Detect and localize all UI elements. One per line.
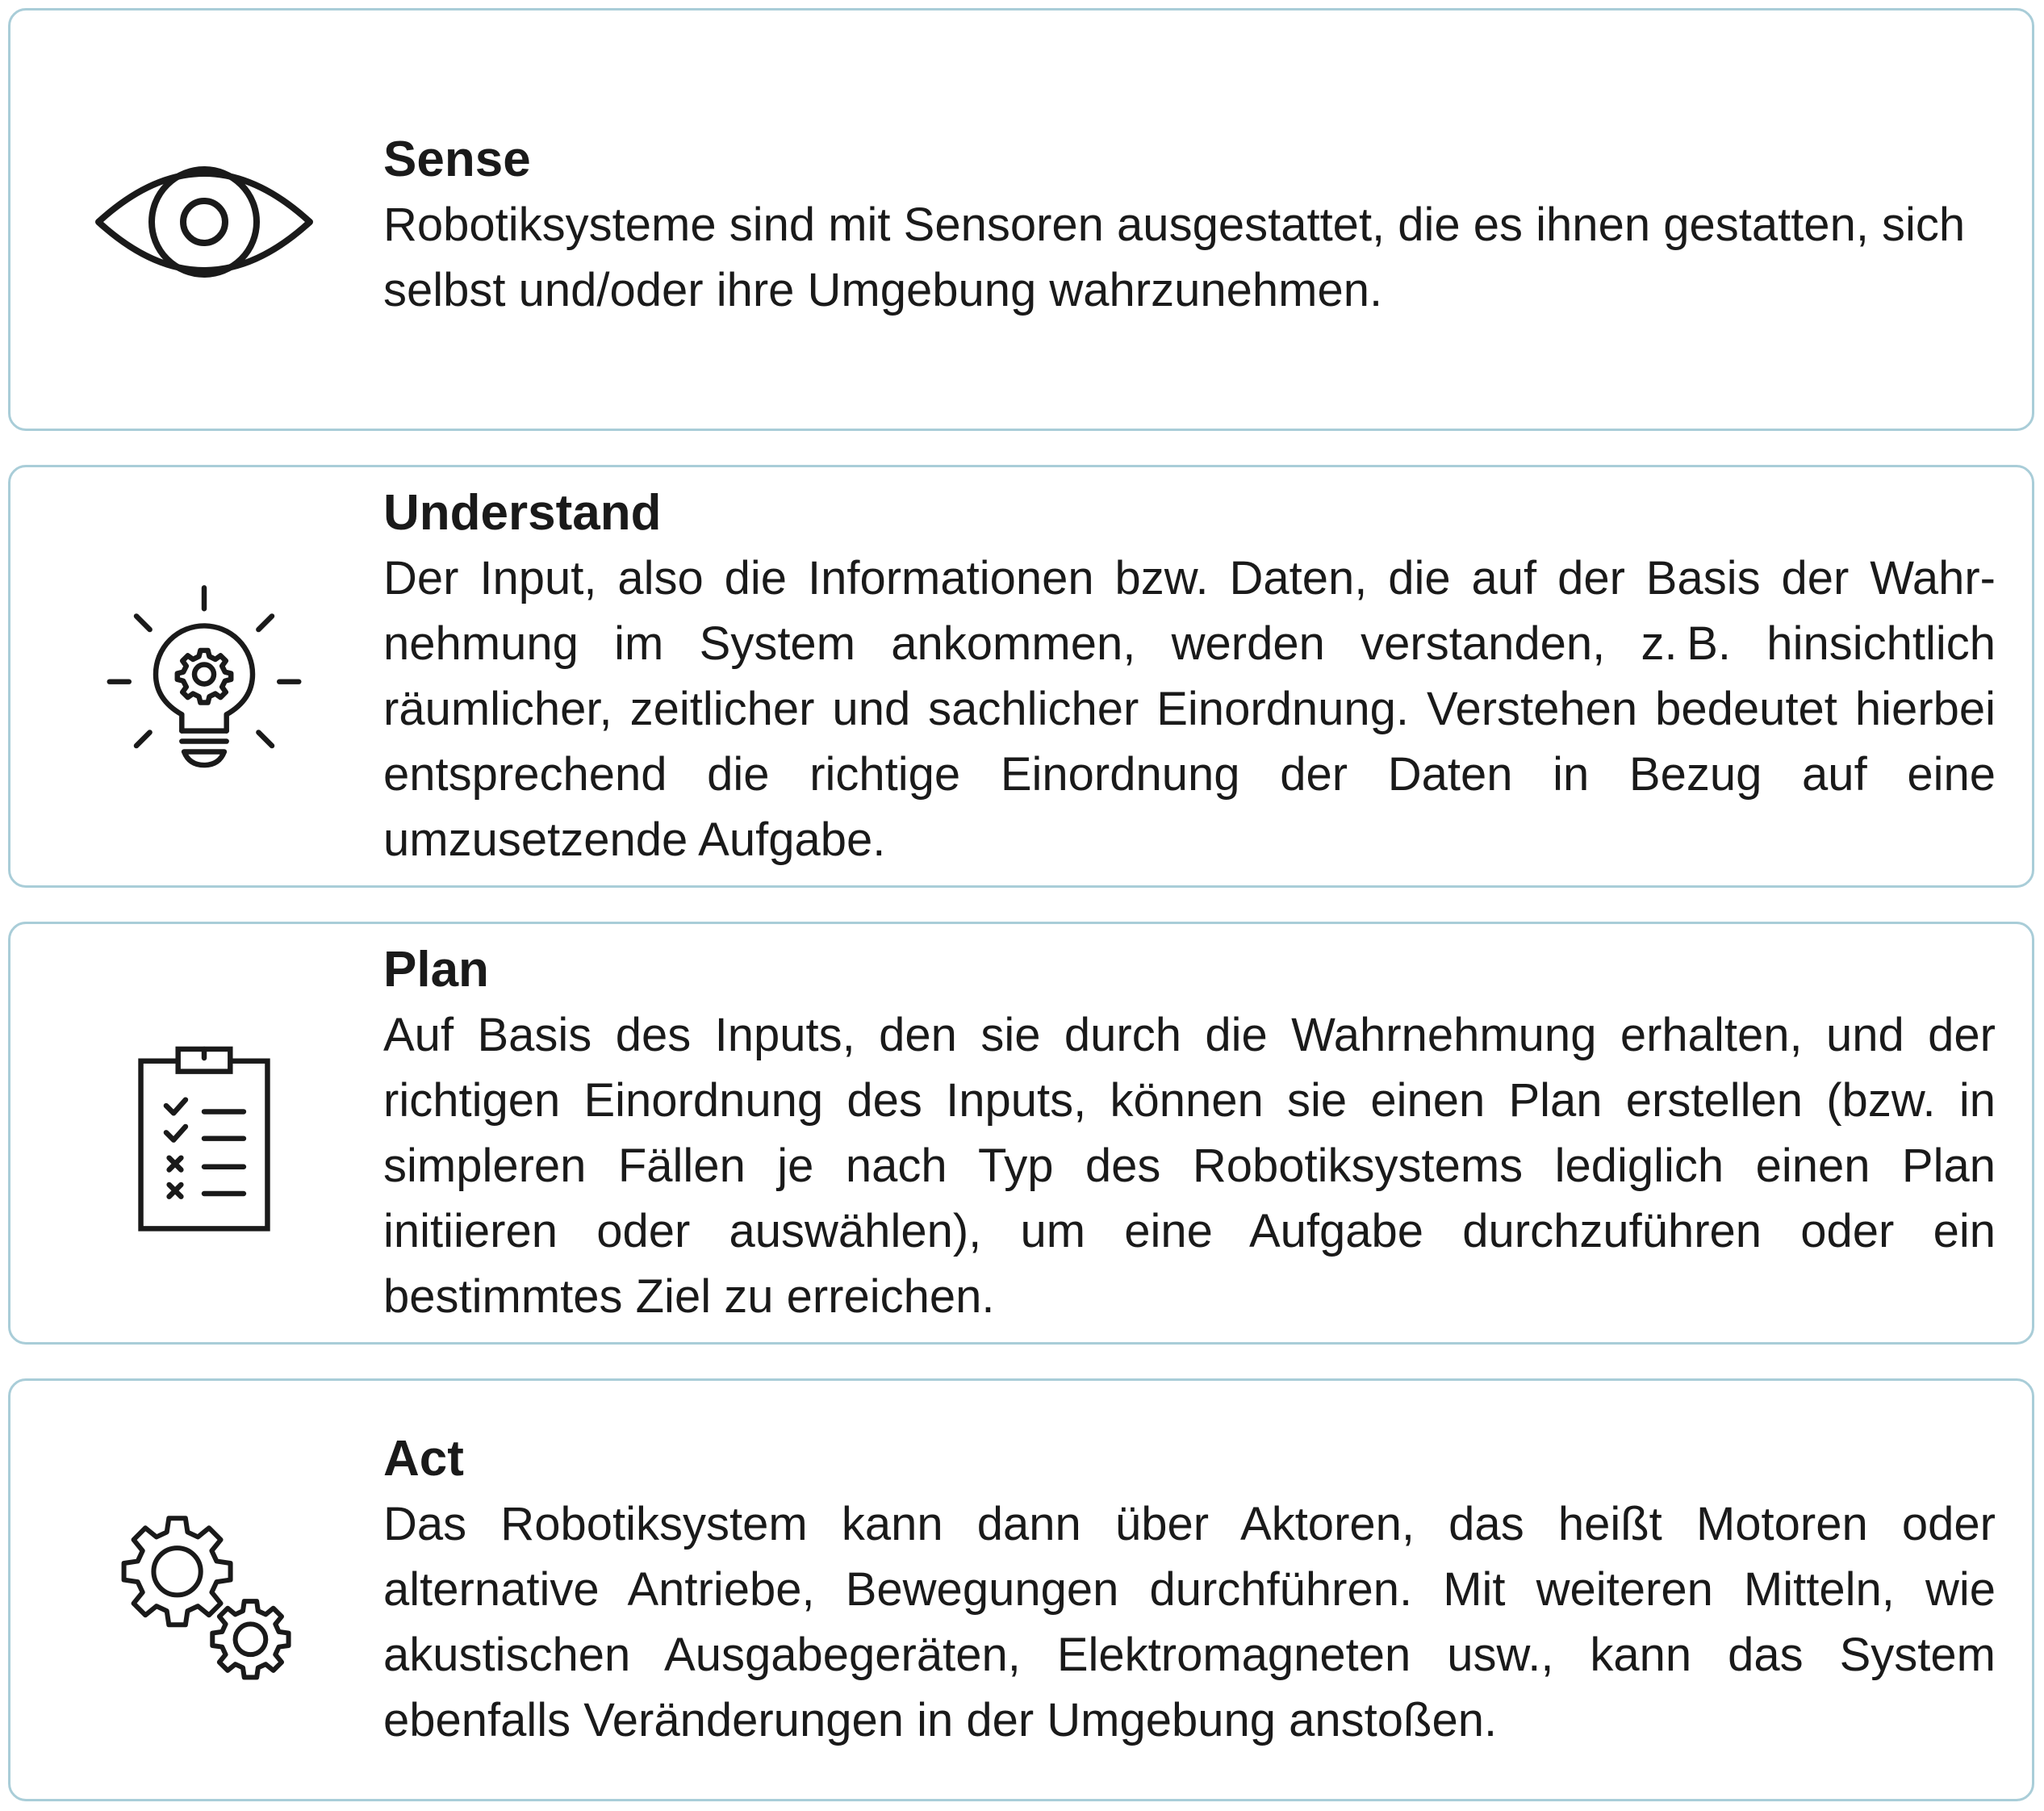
act-description: Das Robotiksystem kann dann über Aktoren, das heißt Motoren oder alternative Antriebe, Bewegungen durchführen. Mit weiteren Mitteln, wie akustischen Ausgabegeräten, Elektromagneten usw., kann das System ebenfalls Veränderungen in der Umgebung anstoßen. [383,1498,1996,1746]
gears-icon [87,1495,321,1689]
clipboard-checklist-icon [87,1039,321,1232]
sense-description: Robotiksysteme sind mit Sensoren ausgestattet, die es ihnen gestatten, sich selbst und/oder ihre Umgebung wahrzunehmen. [383,199,1966,316]
understand-text-block [383,467,1996,885]
sense-card [8,8,2034,431]
sense-title: Sense [383,132,531,187]
lightbulb-gear-icon [87,582,321,776]
act-title: Act [383,1431,464,1487]
plan-text-block [383,924,1996,1342]
eye-icon [87,125,321,319]
act-text-block [383,1381,1996,1799]
sense-text-block [383,10,1996,429]
plan-card [8,922,2034,1345]
understand-title: Understand [383,484,662,541]
understand-description: Der Input, also die Informationen bzw. Daten, die auf der Basis der Wahrnehmung im System ankommen, werden verstanden, z. B. hinsichtlich räumlicher, zeitlicher und sachlicher Einordnung. Verstehen bedeutet hierbei entsprechend die richtige Einordnung der Daten in Bezug auf eine umzusetzende Aufgabe. [383,551,1996,866]
plan-description: Auf Basis des Inputs, den sie durch die Wahrnehmung erhalten, und der richtigen Einordnung des Inputs, können sie einen Plan erstellen (bzw. in simpleren Fällen je nach Typ des Robotiksystems lediglich einen Plan initiieren oder auswählen), um eine Aufgabe durchzuführen oder ein bestimmtes Ziel zu erreichen. [383,1008,1996,1323]
act-card [8,1378,2034,1801]
plan-title: Plan [383,941,489,998]
understand-card [8,465,2034,888]
